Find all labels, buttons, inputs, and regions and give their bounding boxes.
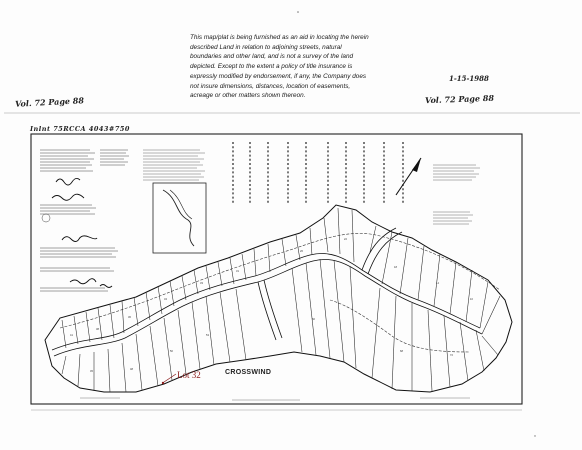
svg-text:45: 45: [90, 370, 93, 373]
svg-text:31: 31: [236, 270, 239, 273]
svg-text:26: 26: [300, 250, 303, 253]
vicinity-map: [153, 183, 206, 253]
volume-page-stamp-right: Vol. 72 Page 88: [424, 92, 495, 106]
svg-text:41: 41: [70, 334, 73, 337]
svg-text:53: 53: [206, 334, 209, 337]
lot-data-table: [233, 142, 403, 205]
svg-text:48: 48: [130, 368, 133, 371]
svg-text:68: 68: [400, 350, 403, 353]
lot-32-label: Lot 32: [177, 370, 201, 380]
recording-date: 1-15-1988: [449, 74, 489, 83]
disclaimer-text: This map/plat is being furnished as an aid in locating the herein described Land in relation to adjoining streets, natural boundaries and other land, and is not a survey of the land depicted. Except to the extent a policy of title insurance is expressly modified by endorsement, if any, the Company does not insure dimensions, distances, location of easements, acreage or other matters shown thereon.: [190, 34, 369, 100]
map-border: [31, 134, 522, 404]
surveyor-notes: [433, 165, 480, 224]
lot-32-marker: [162, 382, 164, 384]
legend-text: [80, 398, 470, 400]
north-arrow-icon: [396, 158, 421, 195]
svg-text:33: 33: [200, 282, 203, 285]
crosswind-road-label: CROSSWIND: [225, 369, 272, 376]
parcel-boundary: [45, 205, 512, 392]
certification-text-block: [40, 150, 129, 291]
description-text-block: [143, 150, 205, 180]
volume-page-stamp-left: Vol. 72 Page 88: [14, 95, 85, 109]
svg-text:22: 22: [344, 238, 347, 241]
svg-text:36: 36: [128, 316, 131, 319]
handwritten-reference-note: Inlnt 75RCCA 4043#750: [30, 125, 130, 133]
svg-text:18: 18: [394, 266, 397, 269]
notary-seal: [42, 214, 50, 222]
svg-text:10: 10: [470, 298, 473, 301]
lot-lines: [62, 208, 500, 392]
svg-text:38: 38: [96, 328, 99, 331]
svg-text:50: 50: [170, 350, 173, 353]
lot-32-leader-line: [164, 374, 176, 382]
svg-text:14: 14: [436, 282, 439, 285]
stray-mark: [297, 11, 299, 13]
svg-text:72: 72: [450, 354, 453, 357]
stray-mark: [534, 435, 535, 436]
svg-text:60: 60: [312, 318, 315, 321]
lot-number-labels: [70, 237, 473, 373]
svg-text:34: 34: [164, 298, 167, 301]
